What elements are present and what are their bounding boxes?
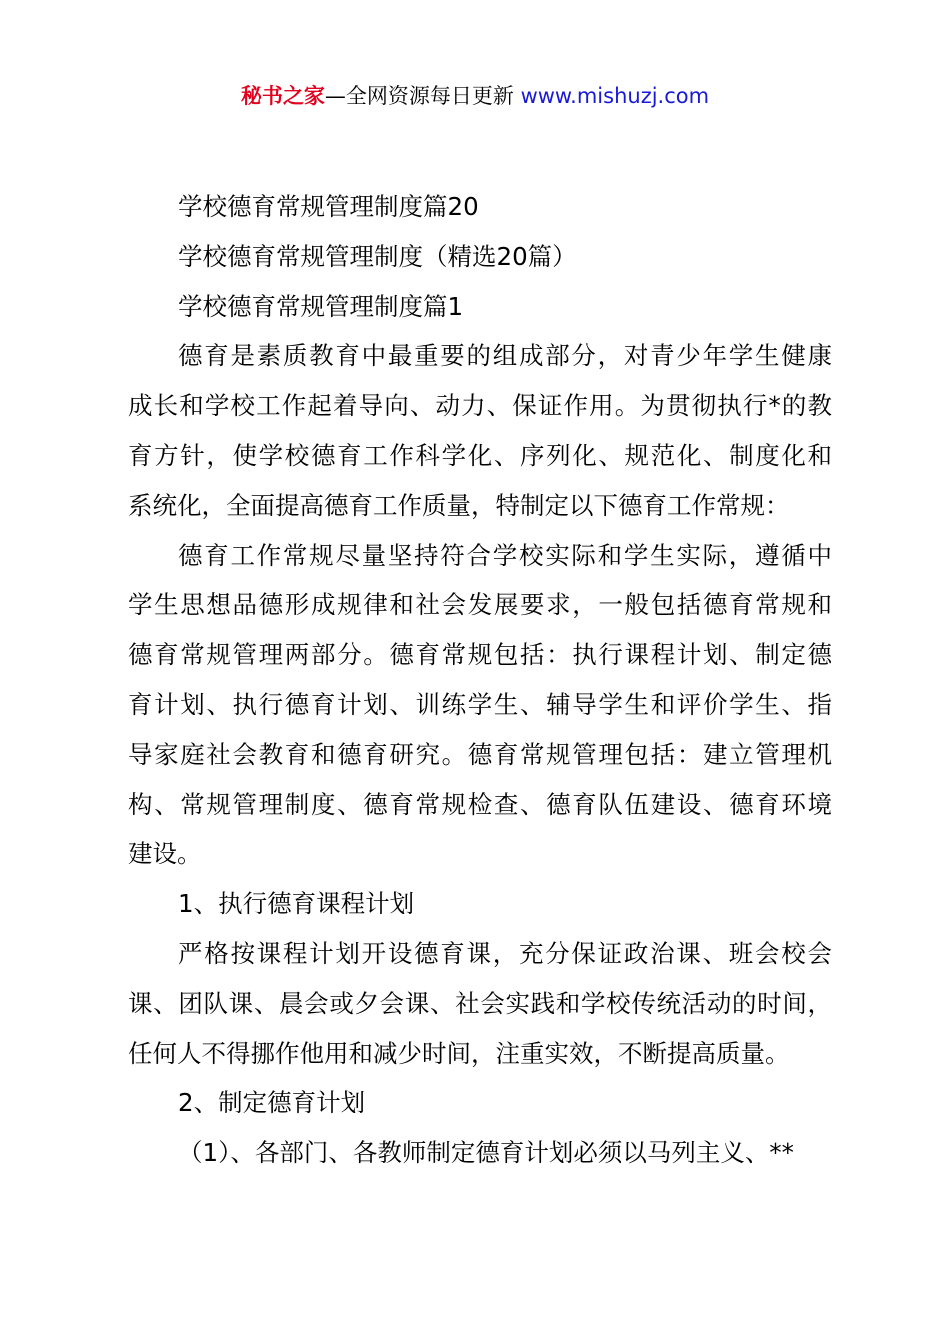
paragraph-line: 建设。 — [128, 839, 202, 869]
paragraph-line: 严格按课程计划开设德育课，充分保证政治课、班会校会 — [178, 938, 832, 968]
brand-name: 秘书之家 — [240, 84, 325, 108]
paragraph-line: 德育常规管理两部分。德育常规包括：执行课程计划、制定德 — [128, 640, 832, 670]
paragraph-routine — [128, 531, 832, 880]
chapter-heading: 学校德育常规管理制度篇1 — [178, 291, 464, 321]
document-body — [128, 182, 832, 1178]
header-tagline: —全网资源每日更新 — [324, 84, 514, 108]
paragraph-line: 德育是素质教育中最重要的组成部分，对青少年学生健康 — [178, 341, 832, 371]
section-heading-1: 1、执行德育课程计划 — [178, 889, 415, 919]
paragraph-line: 德育工作常规尽量坚持符合学校实际和学生实际，遵循中 — [178, 540, 832, 570]
section-heading-2: 2、制定德育计划 — [178, 1088, 366, 1118]
site-header — [0, 80, 950, 112]
paragraph-plan — [128, 1128, 832, 1178]
document-title: 学校德育常规管理制度篇20 — [178, 192, 479, 221]
paragraph-line: 任何人不得挪作他用和减少时间，注重实效，不断提高质量。 — [128, 1038, 790, 1068]
paragraph-line: 学生思想品德形成规律和社会发展要求，一般包括德育常规和 — [128, 590, 832, 620]
document-subtitle: 学校德育常规管理制度（精选20篇） — [178, 241, 577, 271]
paragraph-line: 构、常规管理制度、德育常规检查、德育队伍建设、德育环境 — [128, 789, 832, 819]
paragraph-line: 系统化，全面提高德育工作质量，特制定以下德育工作常规： — [128, 490, 790, 520]
paragraph-line: 育方针，使学校德育工作科学化、序列化、规范化、制度化和 — [128, 440, 832, 470]
paragraph-intro — [128, 331, 832, 530]
paragraph-line: 成长和学校工作起着导向、动力、保证作用。为贯彻执行*的教 — [128, 391, 832, 421]
paragraph-curriculum — [128, 929, 832, 1078]
paragraph-line: 导家庭社会教育和德育研究。德育常规管理包括：建立管理机 — [128, 739, 832, 769]
paragraph-line: 课、团队课、晨会或夕会课、社会实践和学校传统活动的时间， — [128, 988, 832, 1018]
paragraph-line: 育计划、执行德育计划、训练学生、辅导学生和评价学生、指 — [128, 689, 832, 719]
header-url-link[interactable]: www.mishuzj.com — [520, 84, 710, 108]
paragraph-line: （1）、各部门、各教师制定德育计划必须以马列主义、** — [178, 1138, 794, 1168]
